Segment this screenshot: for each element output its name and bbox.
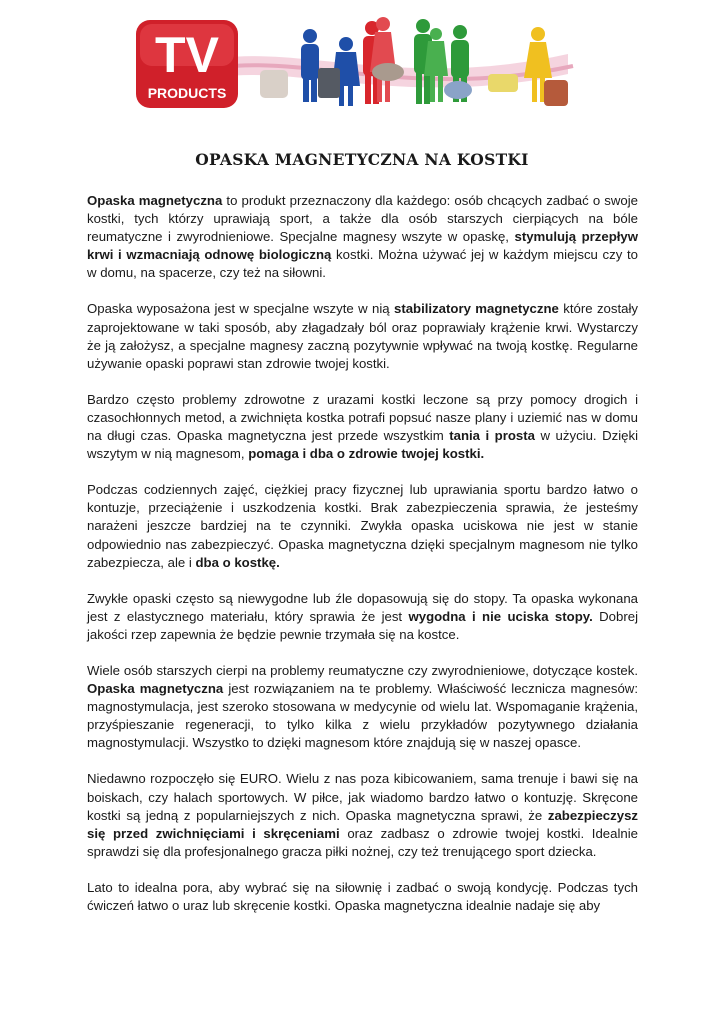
text-run: kostki. Można używać jej w każdym miejscu czy to w domu, na spacerze, czy też na siłowni. [87, 247, 638, 281]
text-run: Bardzo często problemy zdrowotne z urazami kostki leczone są przy pomocy drogich i czasochłonnych metod, a zwichnięta kostka potrafi popsuć nasze plany i uziemić nas w domu na długi czas. Opaska magnetyczna jest przede wszystkim [87, 391, 638, 444]
logo-products-text: PRODUCTS [147, 85, 227, 101]
text-run: Wiele osób starszych cierpi na problemy reumatyczne czy zwyrodnieniowe, dotyczące kostek. [87, 662, 638, 678]
paragraph [87, 770, 638, 860]
bold-text-run: wygodna i nie uciska stopy. [408, 608, 593, 624]
text-run: Opaska wyposażona jest w specjalne wszyte w nią [87, 301, 394, 317]
tv-products-logo [136, 20, 238, 108]
paragraph [87, 481, 638, 571]
paragraph [87, 590, 638, 644]
text-run: Podczas codziennych zajęć, ciężkiej pracy fizycznej lub uprawiania sportu bardzo łatwo o kontuzje, przeciążenie i uszkodzenia kostki. Brak zabezpieczenia sprawia, że jesteśmy narażeni jeszcze bardziej na te czynniki. Zwykła opaska uciskowa nie jest w stanie odpowiednio nas zabezpieczyć. Opaska magnetyczna dzięki specjalnym magnesom nie tylko zabezpiecza, ale i [87, 482, 638, 570]
text-run: Niedawno rozpoczęło się EURO. Wielu z nas poza kibicowaniem, sama trenuje i bawi się na boiskach, czy halach sportowych. W piłce, jak wiadomo bardzo łatwo o kontuzję. Skręcone kostki są jedną z popularniejszych z nich. Opaska magnetyczna sprawi, że [87, 771, 638, 823]
text-run: Zwykłe opaski często są niewygodne lub źle dopasowują się do stopy. Ta opaska wykonana jest z elastycznego materiału, który sprawia że jest [87, 590, 638, 624]
text-run: to produkt przeznaczony dla każdego: osób chcących zadbać o swoje kostki, tych którzy uprawiają sport, a także dla osób starszych cierpiących na bóle reumatyczne i zwyrodnieniowe. Specjalne magnesy wszyte w opaskę, [87, 193, 638, 245]
banner-graphic [128, 14, 578, 114]
bold-text-run: zabezpieczysz się przed zwichnięciami i skręceniami [87, 807, 638, 841]
paragraph [87, 391, 638, 463]
bold-text-run: Opaska magnetyczna [87, 193, 223, 208]
text-run: Lato to idealna pora, aby wybrać się na siłownię i zadbać o swoją kondycję. Podczas tych ćwiczeń łatwo o uraz lub skręcenie kostki. Opaska magnetyczna idealnie nadaje się aby [87, 879, 638, 913]
bold-text-run: Opaska magnetyczna [87, 681, 224, 697]
bold-text-run: tania i prosta [449, 428, 535, 444]
logo-tv-text: TV [155, 27, 219, 83]
bold-text-run: dba o kostkę. [195, 554, 280, 570]
article-body [87, 192, 638, 933]
bold-text-run: stabilizatory magnetyczne [393, 301, 559, 317]
bold-text-run: stymulują przepływ krwi i wzmacniają odnowę biologiczną [87, 229, 639, 263]
text-run: Dobrej jakości rzep zapewnia że będzie pewnie trzymała się na kostce. [87, 608, 639, 642]
paragraph [87, 192, 638, 282]
text-run: w użyciu. Dzięki wszytym w nią magnesom, [87, 428, 639, 462]
text-run: oraz zadbasz o zdrowie twojej kostki. Idealnie sprawdzi się dla profesjonalnego gracza piłki nożnej, czy też trenującego sport dziecka. [87, 825, 638, 859]
text-run: które zostały zaprojektowane w taki sposób, aby złagadzały ból oraz poprawiały krążenie krwi. Wystarczy że ją założysz, a specjalne magnesy zaczną pozytywnie wpływać na twoją kostkę. Regularne używanie opaski poprawi stan zdrowie twojej kostki. [87, 301, 638, 371]
paragraph [87, 300, 638, 372]
paragraph [87, 662, 638, 752]
tv-products-banner [128, 14, 578, 114]
paragraph [87, 879, 638, 915]
text-run: jest rozwiązaniem na te problemy. Właściwość lecznicza magnesów: magnostymulacja, jest szeroko stosowana w medycynie od wielu lat. Wspomaganie krążenia, przyśpieszanie regeneracji, to tylko kilka z wielu przykładów pozytywnego działania magnostymulacji. Wszystko to dzięki magnesom które znajdują się w naszej opasce. [87, 681, 638, 751]
page-title: OPASKA MAGNETYCZNA NA KOSTKI [195, 150, 529, 169]
bold-text-run: pomaga i dba o zdrowie twojej kostki. [248, 446, 485, 462]
